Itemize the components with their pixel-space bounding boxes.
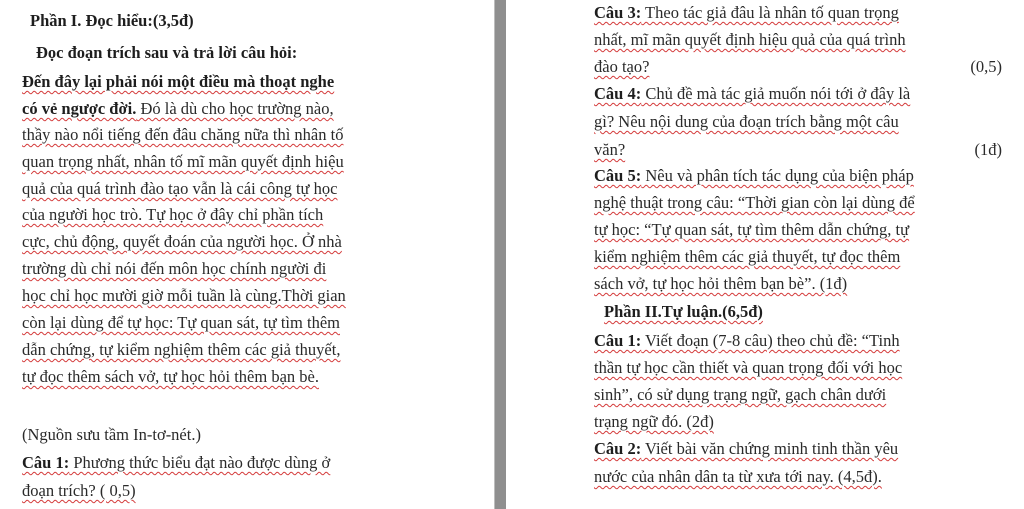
passage-line: tự đọc thêm sách vở, tự học hỏi thêm bạn bè. — [22, 367, 319, 386]
question-4-score: (1đ) — [974, 140, 1002, 159]
question-4-line: Chủ đề mà tác giả muốn nói tới ở đây là — [641, 84, 911, 103]
question-4 — [594, 83, 910, 105]
part2-question-2-line: Viết bài văn chứng minh tinh thần yêu — [641, 439, 899, 458]
question-4-line: văn? — [594, 140, 626, 159]
instruction: Đọc đoạn trích sau và trả lời câu hỏi: — [36, 43, 298, 62]
question-1-text-2: đoạn trích? ( 0,5) — [22, 481, 136, 500]
passage-line: học chỉ học mười giờ mỗi tuần là cùng.Thời gian — [22, 286, 346, 305]
question-5-label: Câu 5: — [594, 166, 642, 185]
question-3 — [594, 2, 899, 24]
passage-line: cực, chủ động, quyết đoán của người học. Ở nhà — [22, 232, 342, 251]
part2-question-2 — [594, 438, 898, 460]
passage-line: dẫn chứng, tự kiểm nghiệm thêm các giả thuyết, — [22, 340, 341, 359]
question-3-line: đào tạo? — [594, 57, 650, 76]
passage-line: của người học trò. Tự học ở đây chỉ phần tích — [22, 205, 324, 224]
left-page — [0, 0, 494, 509]
part1-heading: Phần I. Đọc hiểu:(3,5đ) — [30, 11, 194, 30]
question-4-line: gì? Nêu nội dung của đoạn trích bằng một câu — [594, 112, 899, 131]
passage-bold-line-1: Đến đây lại phải nói một điều mà thoạt nghe — [22, 72, 335, 91]
part2-question-1-label: Câu 1: — [594, 331, 642, 350]
question-3-score: (0,5) — [970, 57, 1002, 76]
passage-line: còn lại dùng để tự học: Tự quan sát, tự tìm thêm — [22, 313, 340, 332]
question-5 — [594, 165, 914, 187]
question-3-line: nhất, mĩ mãn quyết định hiệu quả của quá trình — [594, 30, 906, 49]
question-4-label: Câu 4: — [594, 84, 642, 103]
passage-bold-line-2: có vẻ ngược đời. — [22, 99, 137, 118]
source-note: (Nguồn sưu tầm In-tơ-nét.) — [22, 425, 201, 444]
question-1 — [22, 452, 330, 474]
part2-question-2-label: Câu 2: — [594, 439, 642, 458]
part2-heading: Phần II.Tự luận.(6,5đ) — [604, 302, 763, 321]
part2-question-1-line: trạng ngữ đó. (2đ) — [594, 412, 714, 431]
passage-line-2 — [22, 98, 334, 120]
question-5-line: sách vở, tự học hỏi thêm bạn bè”. (1đ) — [594, 274, 848, 293]
part2-question-1-line: sinh”, có sử dụng trạng ngữ, gạch chân dưới — [594, 385, 887, 404]
question-5-line: nghệ thuật trong câu: “Thời gian còn lại dùng để — [594, 193, 915, 212]
passage-line: quả của quá trình đào tạo vẫn là cái công tự học — [22, 179, 338, 198]
passage-line: quan trọng nhất, nhân tố mĩ mãn quyết định hiệu — [22, 152, 344, 171]
question-3-label: Câu 3: — [594, 3, 642, 22]
question-5-line: kiểm nghiệm thêm các giả thuyết, tự đọc thêm — [594, 247, 901, 266]
page-gutter — [494, 0, 506, 509]
question-5-line: tự học: “Tự quan sát, tự tìm thêm dẫn chứng, tự — [594, 220, 910, 239]
question-1-text: Phương thức biểu đạt nào được dùng ở — [69, 453, 331, 472]
part2-question-1-line: Viết đoạn (7-8 câu) theo chủ đề: “Tinh — [641, 331, 900, 350]
question-1-label: Câu 1: — [22, 453, 70, 472]
passage-line-2-rest: Đó là dù cho học trường nào, — [136, 99, 334, 118]
question-5-line: Nêu và phân tích tác dụng của biện pháp — [641, 166, 914, 185]
passage-line: thầy nào nổi tiếng đến đâu chăng nữa thì nhân tố — [22, 125, 344, 144]
part2-question-2-line: nước của nhân dân ta từ xưa tới nay. (4,5đ). — [594, 467, 882, 486]
part2-question-1-line: thần tự học cần thiết và quan trọng đối với học — [594, 358, 903, 377]
right-page — [506, 0, 1024, 509]
passage-line: trường dù chỉ nói đến môn học chính người đi — [22, 259, 327, 278]
question-3-line: Theo tác giả đâu là nhân tố quan trọng — [641, 3, 899, 22]
gutter-edge — [494, 0, 495, 509]
part2-question-1 — [594, 330, 900, 352]
